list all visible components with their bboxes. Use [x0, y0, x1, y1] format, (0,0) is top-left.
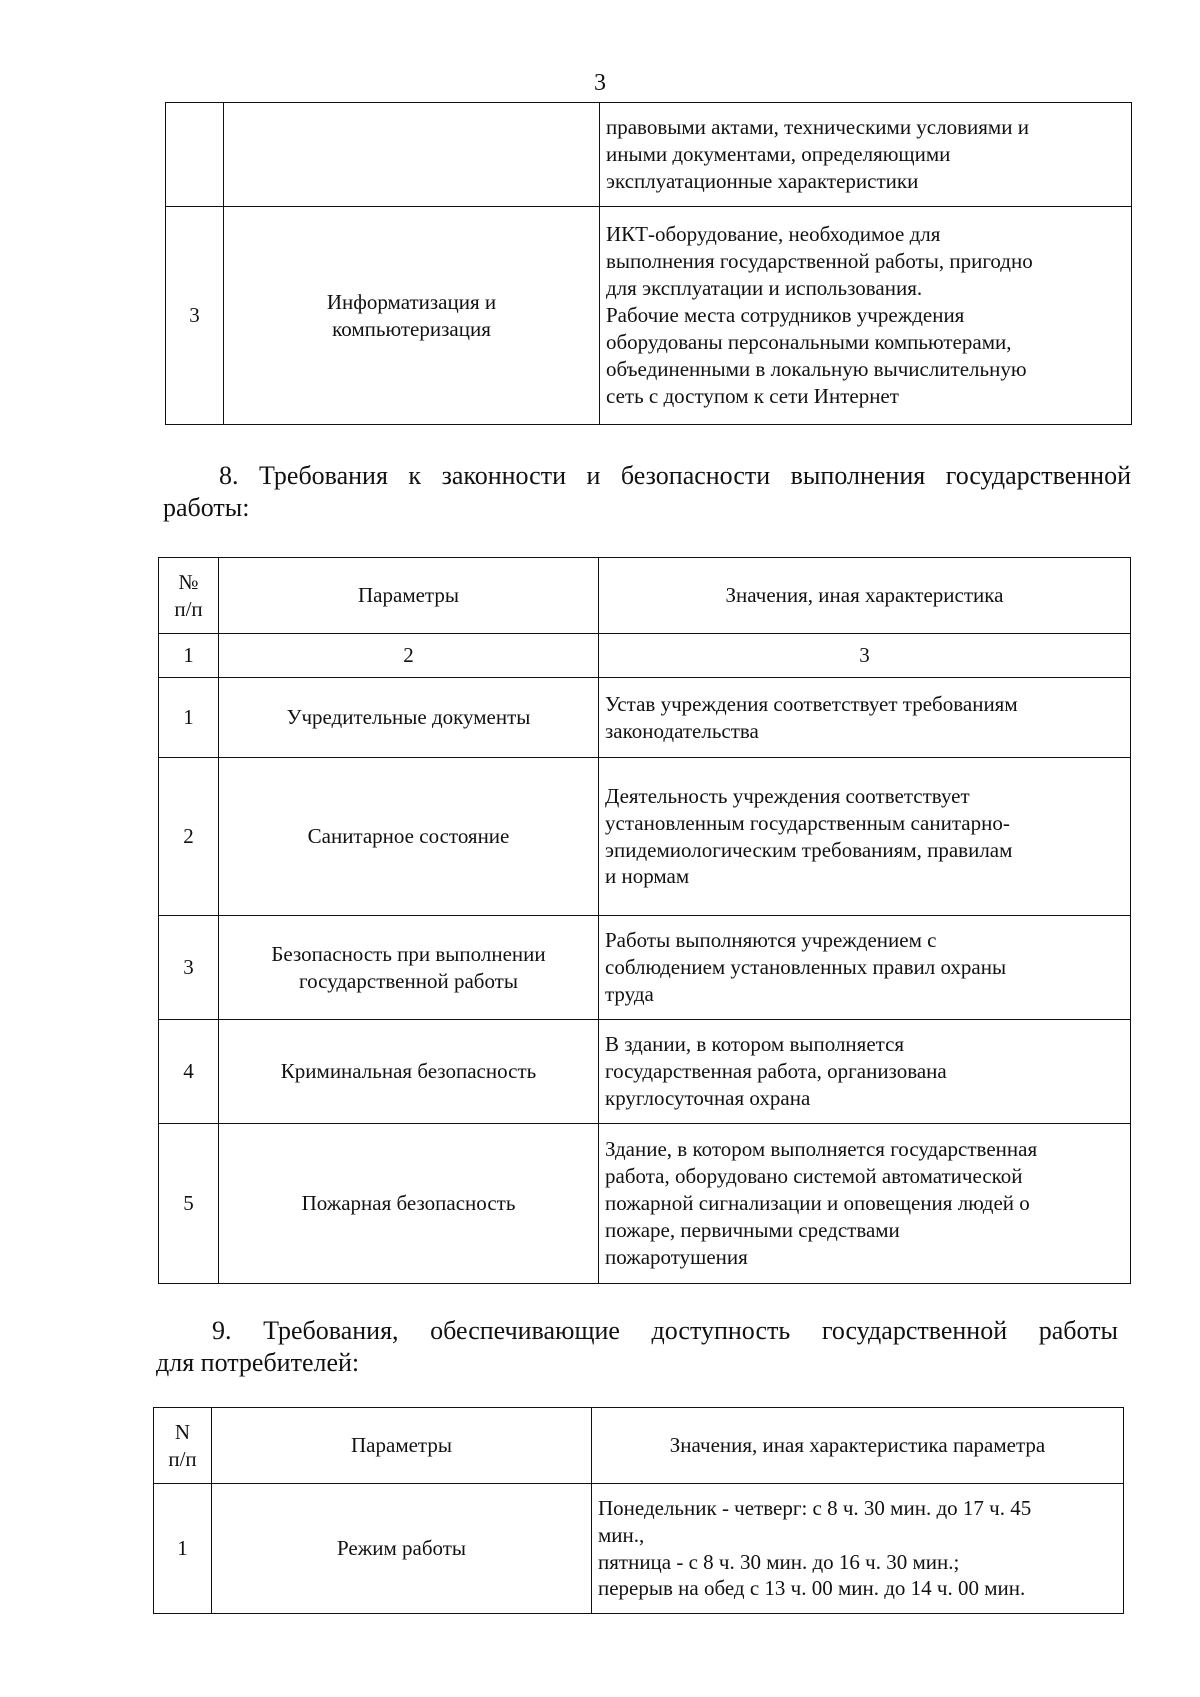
table-row [166, 103, 1132, 207]
row-value [592, 1484, 1124, 1614]
row-number: 2 [159, 758, 219, 916]
text-line: мин., [598, 1522, 645, 1547]
header-values: Значения, иная характеристика [599, 558, 1131, 634]
row-parameter [219, 758, 599, 916]
text-line: пожаротушения [605, 1244, 748, 1269]
text-line: ИКТ-оборудование, необходимое для [606, 222, 941, 247]
row-parameter [224, 103, 600, 207]
text-line: сеть с доступом к сети Интернет [606, 383, 899, 408]
header-number [159, 558, 219, 634]
continuation-table [165, 102, 1132, 425]
text-line: Информатизация и [326, 289, 497, 314]
row-value [599, 1124, 1131, 1284]
row-number: 3 [159, 916, 219, 1020]
text-line: правовыми актами, техническими условиями и [606, 115, 1029, 140]
text-line: выполнения государственной работы, пригодно [606, 249, 1033, 274]
row-value [600, 207, 1132, 425]
text-line: № [178, 569, 199, 594]
text-line: N [174, 1419, 191, 1444]
text-line: соблюдением установленных правил охраны [605, 955, 1007, 980]
row-value [600, 103, 1132, 207]
section-9-heading [156, 1315, 1118, 1378]
table-header-row [154, 1408, 1124, 1484]
row-parameter [219, 1020, 599, 1124]
text-line: Учредительные документы [286, 705, 531, 730]
row-parameter [224, 207, 600, 425]
text-line: п/п [174, 596, 203, 621]
text-line: компьютеризация [332, 316, 491, 341]
table-row [159, 916, 1131, 1020]
row-number: 3 [166, 207, 224, 425]
heading-line: работы: [163, 492, 250, 522]
row-value [599, 1020, 1131, 1124]
text-line: Деятельность учреждения соответствует [605, 783, 970, 808]
text-line: эпидемиологическим требованиям, правилам [605, 837, 1013, 862]
text-line: Режим работы [336, 1536, 467, 1561]
text-line: для эксплуатации и использования. [606, 276, 923, 301]
column-index: 2 [219, 634, 599, 678]
text-line: пятница - с 8 ч. 30 мин. до 16 ч. 30 мин.; [598, 1549, 960, 1574]
text-line: Рабочие места сотрудников учреждения [606, 303, 965, 328]
text-line: Безопасность при выполнении [271, 941, 546, 966]
column-index: 3 [599, 634, 1131, 678]
section-8-heading [163, 460, 1131, 523]
table-row [159, 1020, 1131, 1124]
page-number: 3 [594, 70, 606, 96]
row-number: 4 [159, 1020, 219, 1124]
row-number: 1 [154, 1484, 212, 1614]
text-line: государственная работа, организована [605, 1059, 947, 1084]
text-line: пожарной сигнализации и оповещения людей о [605, 1191, 1030, 1216]
row-parameter [219, 678, 599, 758]
row-value [599, 916, 1131, 1020]
text-line: Работы выполняются учреждением с [605, 928, 937, 953]
table-row [159, 1124, 1131, 1284]
table-row [154, 1484, 1124, 1614]
legality-safety-table [158, 557, 1131, 1284]
column-index-row [159, 634, 1131, 678]
text-line: Пожарная безопасность [301, 1191, 516, 1216]
text-line: круглосуточная охрана [605, 1085, 811, 1110]
text-line: Устав учреждения соответствует требованиям [605, 691, 1018, 716]
accessibility-table [153, 1407, 1124, 1614]
header-parameters: Параметры [219, 558, 599, 634]
text-line: Здание, в котором выполняется государственная [605, 1137, 1038, 1162]
table-row [159, 678, 1131, 758]
text-line: перерыв на обед с 13 ч. 00 мин. до 14 ч. 00 мин. [598, 1576, 1026, 1601]
heading-line: для потребителей: [156, 1347, 360, 1377]
row-value [599, 678, 1131, 758]
text-line: пожаре, первичными средствами [605, 1217, 900, 1242]
text-line: В здании, в котором выполняется [605, 1032, 905, 1057]
header-number [154, 1408, 212, 1484]
row-parameter [219, 1124, 599, 1284]
text-line: п/п [168, 1446, 197, 1471]
table-row [159, 758, 1131, 916]
row-parameter [212, 1484, 592, 1614]
row-number: 5 [159, 1124, 219, 1284]
text-line: труда [605, 981, 654, 1006]
heading-line: 9. Требования, обеспечивающие доступность государственной работы [212, 1316, 1118, 1345]
text-line: иными документами, определяющими [606, 142, 951, 167]
text-line: объединенными в локальную вычислительную [606, 356, 1027, 381]
text-line: Санитарное состояние [307, 824, 510, 849]
text-line: установленным государственным санитарно- [605, 810, 1010, 835]
text-line: государственной работы [299, 968, 518, 993]
table-header-row [159, 558, 1131, 634]
header-values: Значения, иная характеристика параметра [592, 1408, 1124, 1484]
text-line: и нормам [605, 864, 690, 889]
header-parameters: Параметры [212, 1408, 592, 1484]
row-value [599, 758, 1131, 916]
heading-line: 8. Требования к законности и безопасности выполнения государственной [219, 461, 1131, 490]
row-number: 1 [159, 678, 219, 758]
table-row [166, 207, 1132, 425]
text-line: оборудованы персональными компьютерами, [606, 329, 1012, 354]
text-line: эксплуатационные характеристики [606, 168, 919, 193]
text-line: законодательства [605, 718, 759, 743]
row-number [166, 103, 224, 207]
row-parameter [219, 916, 599, 1020]
text-line: работа, оборудовано системой автоматической [605, 1164, 1023, 1189]
column-index: 1 [159, 634, 219, 678]
text-line: Криминальная безопасность [280, 1059, 537, 1084]
text-line: Понедельник - четверг: с 8 ч. 30 мин. до 17 ч. 45 [598, 1495, 1032, 1520]
